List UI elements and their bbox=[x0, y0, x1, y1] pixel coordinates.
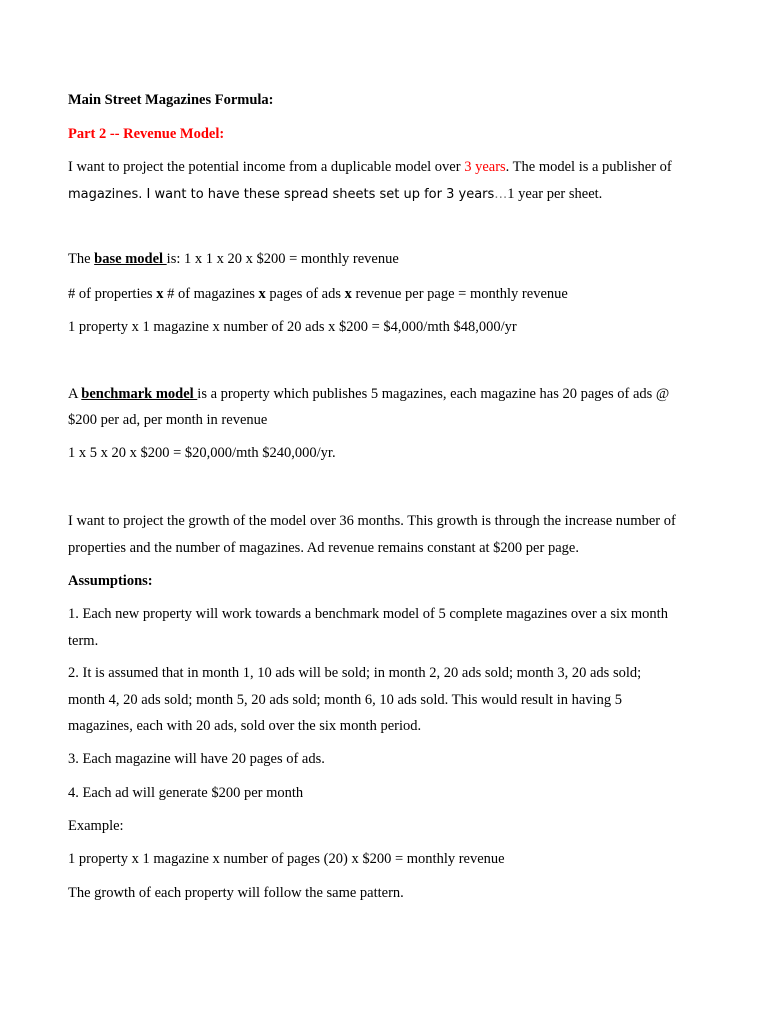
base-post: is: 1 x 1 x 20 x $200 = monthly revenue bbox=[166, 251, 399, 267]
base-model-term: base model bbox=[94, 251, 167, 267]
formula-multiply-2: x bbox=[258, 286, 266, 302]
intro-line-2 bbox=[68, 185, 602, 204]
formula-multiply-3: x bbox=[344, 286, 352, 302]
intro-ellipsis: … bbox=[494, 187, 508, 202]
benchmark-pre: A bbox=[68, 386, 82, 402]
assumption-2-line-3: magazines, each with 20 ads, sold over the six month period. bbox=[68, 718, 422, 734]
document-title: Main Street Magazines Formula: bbox=[68, 92, 274, 108]
intro-text-c: magazines. I want to have these spread sheets set up for 3 years bbox=[68, 187, 495, 202]
benchmark-calc: 1 x 5 x 20 x $200 = $20,000/mth $240,000/yr. bbox=[68, 445, 336, 461]
assumption-3: 3. Each magazine will have 20 pages of ads. bbox=[68, 751, 325, 767]
assumptions-heading: Assumptions: bbox=[68, 573, 153, 589]
example-formula: 1 property x 1 magazine x number of pages (20) x $200 = monthly revenue bbox=[68, 851, 505, 867]
example-closing: The growth of each property will follow the same pattern. bbox=[68, 885, 404, 901]
example-label: Example: bbox=[68, 818, 124, 834]
formula-multiply-1: x bbox=[156, 286, 164, 302]
formula-part-pages: pages of ads bbox=[265, 286, 345, 302]
benchmark-line-1 bbox=[68, 385, 669, 403]
formula-part-revenue: revenue per page = monthly revenue bbox=[351, 286, 568, 302]
intro-text-b: . The model is a publisher of bbox=[505, 159, 672, 175]
benchmark-post: is a property which publishes 5 magazines, each magazine has 20 pages of ads @ bbox=[197, 386, 670, 402]
intro-text-a: I want to project the potential income from a duplicable model over bbox=[68, 159, 465, 175]
base-formula-line bbox=[68, 285, 568, 303]
intro-line-1 bbox=[68, 158, 672, 176]
base-pre: The bbox=[68, 251, 95, 267]
benchmark-model-term: benchmark model bbox=[81, 386, 198, 402]
assumption-4: 4. Each ad will generate $200 per month bbox=[68, 785, 304, 801]
assumption-1-line-2: term. bbox=[68, 633, 99, 649]
growth-line-1: I want to project the growth of the model over 36 months. This growth is through the increase number of bbox=[68, 513, 676, 529]
base-model-line bbox=[68, 250, 399, 268]
assumption-1-line-1: 1. Each new property will work towards a benchmark model of 5 complete magazines over a six month bbox=[68, 606, 668, 622]
section-subtitle: Part 2 -- Revenue Model: bbox=[68, 126, 225, 142]
benchmark-line-2: $200 per ad, per month in revenue bbox=[68, 412, 268, 428]
intro-text-d: 1 year per sheet. bbox=[507, 186, 603, 202]
assumption-2-line-1: 2. It is assumed that in month 1, 10 ads will be sold; in month 2, 20 ads sold; month 3, 20 ads sold; bbox=[68, 665, 642, 681]
formula-part-magazines: # of magazines bbox=[163, 286, 259, 302]
growth-line-2: properties and the number of magazines. Ad revenue remains constant at $200 per page. bbox=[68, 540, 579, 556]
formula-part-properties: # of properties bbox=[68, 286, 157, 302]
intro-highlight: 3 years bbox=[464, 159, 506, 175]
assumption-2-line-2: month 4, 20 ads sold; month 5, 20 ads sold; month 6, 10 ads sold. This would result in having 5 bbox=[68, 692, 622, 708]
base-example-line: 1 property x 1 magazine x number of 20 ads x $200 = $4,000/mth $48,000/yr bbox=[68, 319, 517, 335]
